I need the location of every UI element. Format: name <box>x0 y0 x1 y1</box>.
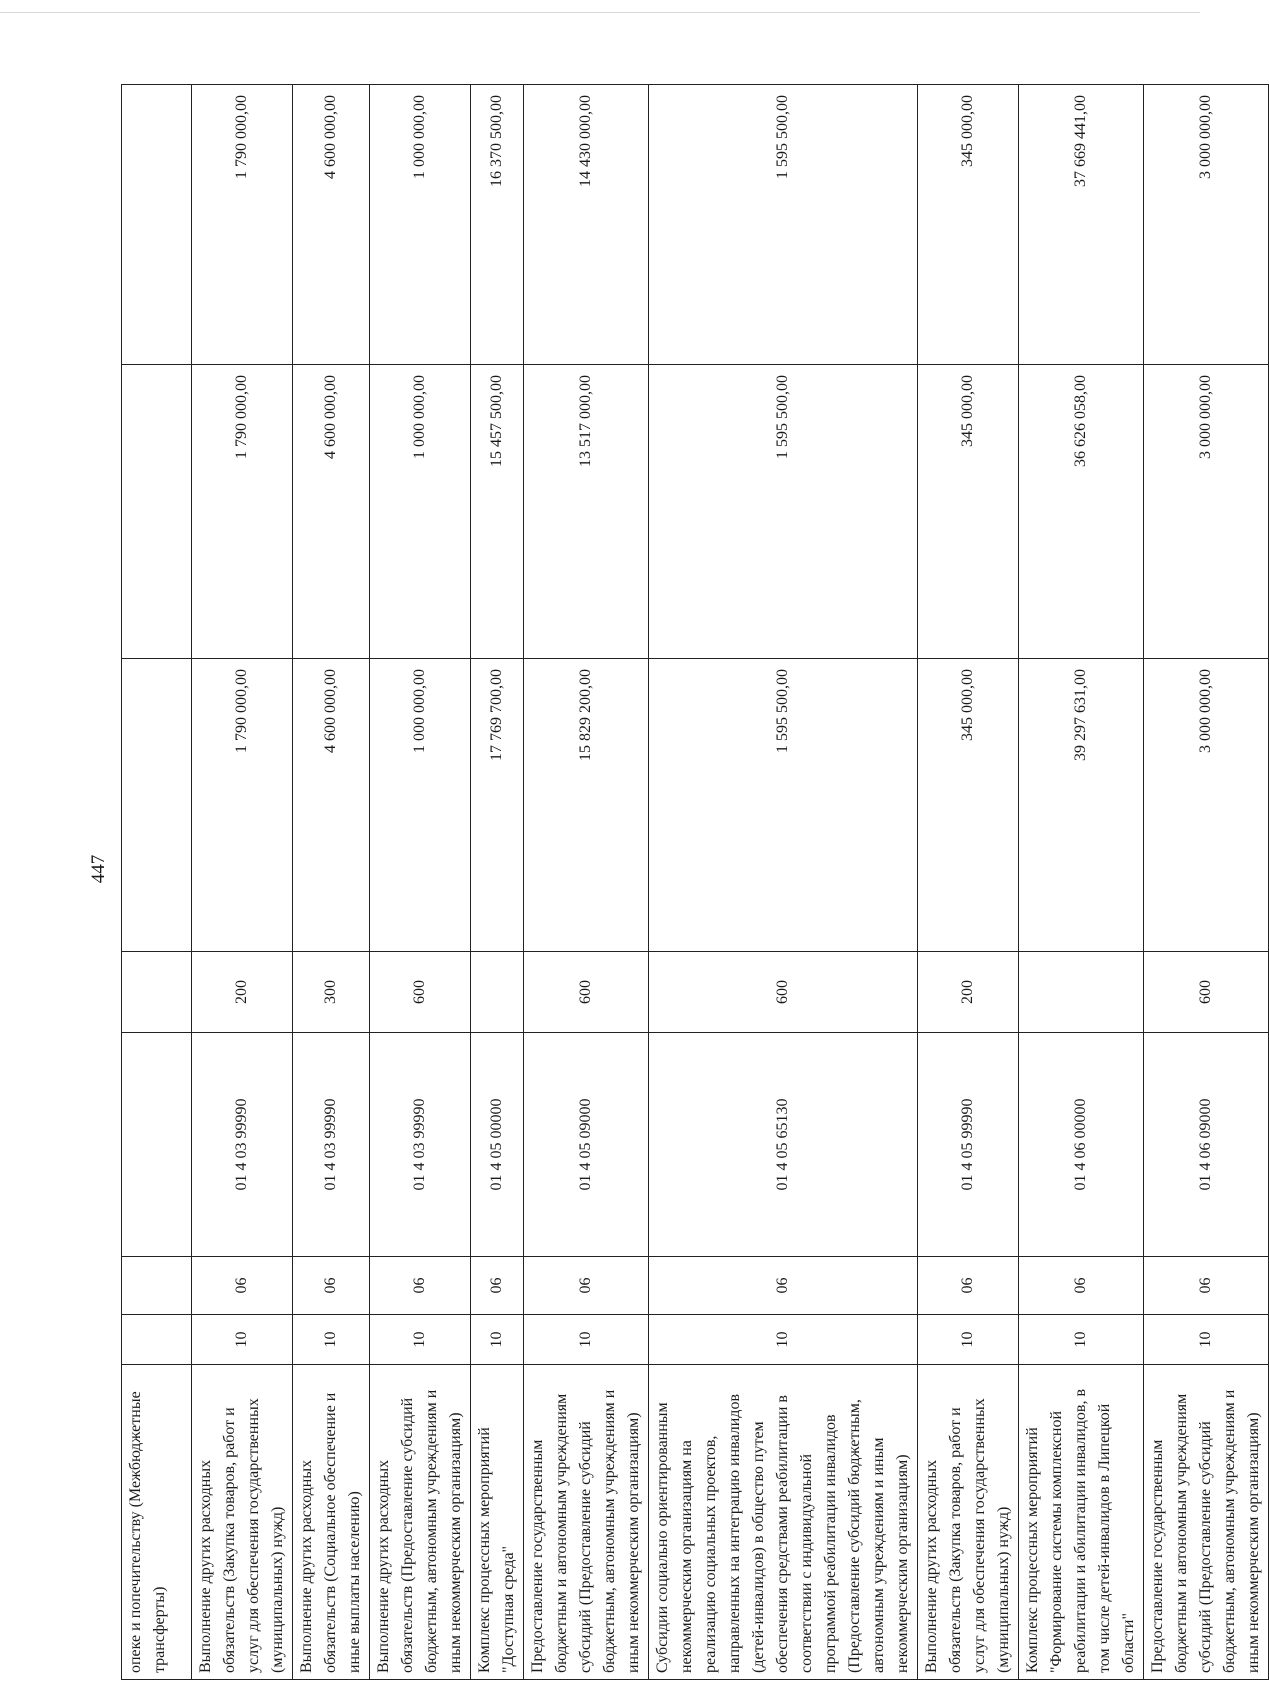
cell-target-article: 01 4 03 99990 <box>370 1033 471 1257</box>
cell-expense-type <box>471 952 524 1033</box>
cell-section: 10 <box>918 1315 1019 1365</box>
cell-subsection: 06 <box>649 1257 918 1315</box>
cell-amount-year3: 1 790 000,00 <box>192 85 293 365</box>
cell-amount-year1: 15 829 200,00 <box>524 659 649 952</box>
cell-subsection: 06 <box>524 1257 649 1315</box>
scan-top-edge <box>0 12 1200 13</box>
table-row <box>293 85 370 1680</box>
cell-amount-year3: 14 430 000,00 <box>524 85 649 365</box>
cell-amount-year2: 13 517 000,00 <box>524 365 649 659</box>
cell-amount-year1: 39 297 631,00 <box>1019 659 1144 952</box>
cell-name: Выполнение других расходных обязательств (Закупка товаров, работ и услуг для обеспечения государственных (муниципальных) нужд) <box>192 1365 293 1680</box>
cell-target-article: 01 4 06 09000 <box>1144 1033 1269 1257</box>
cell-expense-type: 600 <box>370 952 471 1033</box>
cell-amount-year2: 1 595 500,00 <box>649 365 918 659</box>
table-row <box>1144 85 1269 1680</box>
cell-amount-year2: 4 600 000,00 <box>293 365 370 659</box>
cell-target-article: 01 4 05 99990 <box>918 1033 1019 1257</box>
table-row <box>524 85 649 1680</box>
page-number: 447 <box>88 854 109 884</box>
cell-amount-year1: 17 769 700,00 <box>471 659 524 952</box>
cell-amount-year1: 1 595 500,00 <box>649 659 918 952</box>
cell-amount-year2: 1 790 000,00 <box>192 365 293 659</box>
cell-section: 10 <box>649 1315 918 1365</box>
cell-expense-type: 300 <box>293 952 370 1033</box>
cell-amount-year1: 1 000 000,00 <box>370 659 471 952</box>
cell-amount-year1: 3 000 000,00 <box>1144 659 1269 952</box>
table-row <box>370 85 471 1680</box>
cell-amount-year2: 36 626 058,00 <box>1019 365 1144 659</box>
cell-name: Предоставление государственным бюджетным и автономным учреждениям субсидий (Предоставление субсидий бюджетным, автономным учреждениям и иным некоммерческим организациям) <box>524 1365 649 1680</box>
cell-amount-year3: 1 000 000,00 <box>370 85 471 365</box>
table-row <box>918 85 1019 1680</box>
cell-section: 10 <box>370 1315 471 1365</box>
table-row <box>471 85 524 1680</box>
cell-target-article: 01 4 05 09000 <box>524 1033 649 1257</box>
cell-name: опеке и попечительству (Межбюджетные трансферты) <box>122 1365 192 1680</box>
cell-target-article: 01 4 05 65130 <box>649 1033 918 1257</box>
cell-expense-type: 600 <box>1144 952 1269 1033</box>
cell-expense-type: 200 <box>918 952 1019 1033</box>
cell-section: 10 <box>471 1315 524 1365</box>
cell-subsection: 06 <box>192 1257 293 1315</box>
cell-target-article: 01 4 06 00000 <box>1019 1033 1144 1257</box>
cell-section: 10 <box>524 1315 649 1365</box>
cell-amount-year3: 4 600 000,00 <box>293 85 370 365</box>
cell-amount-year1: 4 600 000,00 <box>293 659 370 952</box>
cell-expense-type <box>122 952 192 1033</box>
cell-amount-year2: 3 000 000,00 <box>1144 365 1269 659</box>
cell-subsection <box>122 1257 192 1315</box>
cell-name: Выполнение других расходных обязательств (Предоставление субсидий бюджетным, автономным учреждениям и иным некоммерческим организациям) <box>370 1365 471 1680</box>
cell-section: 10 <box>1019 1315 1144 1365</box>
cell-amount-year2: 345 000,00 <box>918 365 1019 659</box>
cell-amount-year2 <box>122 365 192 659</box>
cell-target-article: 01 4 03 99990 <box>293 1033 370 1257</box>
rotated-table-container <box>121 85 1262 1680</box>
cell-expense-type <box>1019 952 1144 1033</box>
cell-amount-year3: 1 595 500,00 <box>649 85 918 365</box>
cell-subsection: 06 <box>471 1257 524 1315</box>
cell-section: 10 <box>192 1315 293 1365</box>
cell-amount-year1 <box>122 659 192 952</box>
cell-amount-year3: 16 370 500,00 <box>471 85 524 365</box>
table-row <box>192 85 293 1680</box>
cell-section: 10 <box>293 1315 370 1365</box>
cell-section: 10 <box>1144 1315 1269 1365</box>
cell-amount-year2: 15 457 500,00 <box>471 365 524 659</box>
cell-subsection: 06 <box>370 1257 471 1315</box>
table-row <box>1019 85 1144 1680</box>
cell-amount-year3: 3 000 000,00 <box>1144 85 1269 365</box>
table-body <box>122 85 1269 1680</box>
cell-target-article <box>122 1033 192 1257</box>
table-row <box>649 85 918 1680</box>
cell-amount-year1: 1 790 000,00 <box>192 659 293 952</box>
cell-amount-year2: 1 000 000,00 <box>370 365 471 659</box>
cell-amount-year3 <box>122 85 192 365</box>
cell-subsection: 06 <box>918 1257 1019 1315</box>
cell-subsection: 06 <box>293 1257 370 1315</box>
cell-name: Выполнение других расходных обязательств (Социальное обеспечение и иные выплаты населению) <box>293 1365 370 1680</box>
budget-table <box>121 84 1269 1680</box>
cell-amount-year3: 345 000,00 <box>918 85 1019 365</box>
cell-name: Комплекс процессных мероприятий "Доступная среда" <box>471 1365 524 1680</box>
cell-amount-year1: 345 000,00 <box>918 659 1019 952</box>
cell-section <box>122 1315 192 1365</box>
cell-name: Предоставление государственным бюджетным и автономным учреждениям субсидий (Предоставление субсидий бюджетным, автономным учреждениям и иным некоммерческим организациям) <box>1144 1365 1269 1680</box>
cell-subsection: 06 <box>1144 1257 1269 1315</box>
cell-name: Выполнение других расходных обязательств (Закупка товаров, работ и услуг для обеспечения государственных (муниципальных) нужд) <box>918 1365 1019 1680</box>
cell-name: Комплекс процессных мероприятий "Формирование системы комплексной реабилитации и абилитации инвалидов, в том числе детей-инвалидов в Липецкой области" <box>1019 1365 1144 1680</box>
cell-target-article: 01 4 03 99990 <box>192 1033 293 1257</box>
cell-amount-year3: 37 669 441,00 <box>1019 85 1144 365</box>
cell-name: Субсидии социально ориентированным некоммерческим организациям на реализацию социальных проектов, направленных на интеграцию инвалидов (детей-инвалидов) в общество путем обеспечения средствами реабилитации в соответствии с индивидуальной программой реабилитации инвалидов (Предоставление субсидий бюджетным, автономным учреждениям и иным некоммерческим организациям) <box>649 1365 918 1680</box>
cell-expense-type: 600 <box>649 952 918 1033</box>
table-row <box>122 85 192 1680</box>
cell-expense-type: 600 <box>524 952 649 1033</box>
cell-subsection: 06 <box>1019 1257 1144 1315</box>
cell-expense-type: 200 <box>192 952 293 1033</box>
cell-target-article: 01 4 05 00000 <box>471 1033 524 1257</box>
